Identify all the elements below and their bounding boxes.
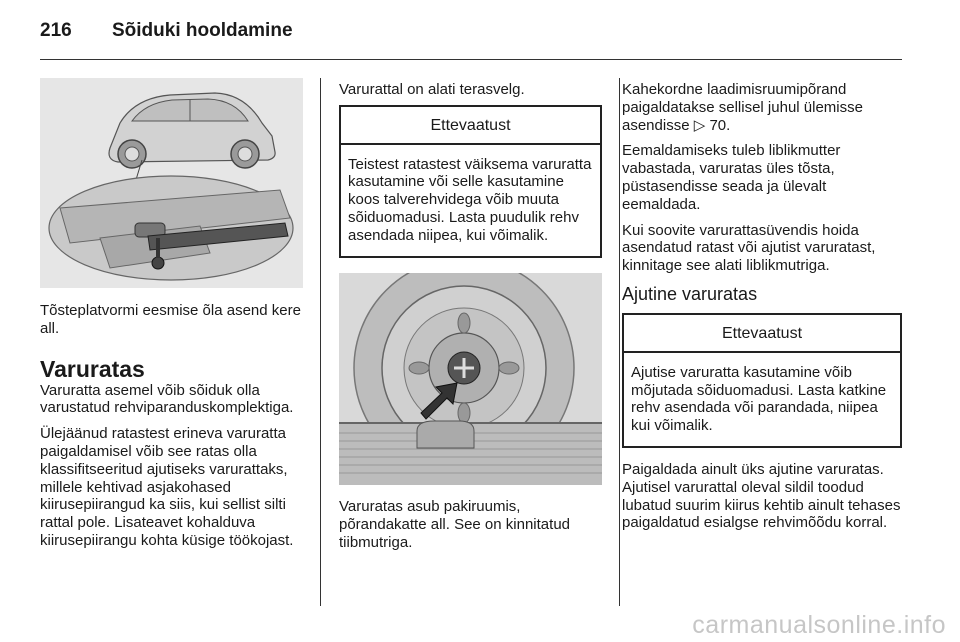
- column-1: [40, 302, 306, 558]
- warning-title-2: Ettevaatust: [624, 315, 900, 353]
- spare-wheel-illustration: [339, 273, 602, 485]
- column-3: [622, 81, 902, 540]
- col1-paragraph-1: Varuratta asemel võib sõiduk olla varustatud rehviparanduskomplektiga.: [40, 381, 294, 417]
- col3-paragraph-1: [622, 81, 902, 134]
- car-lift-illustration: [40, 78, 303, 288]
- col2-intro: Varurattal on alati terasvelg.: [339, 81, 525, 98]
- col3-paragraph-2: Eemaldamiseks tuleb liblikmutter vabastada, varuratas üles tõsta, püstasendisse seada ja ülevalt eemaldada.: [622, 142, 841, 213]
- section-heading-ajutine-varuratas: Ajutine varuratas: [622, 283, 758, 304]
- warning-text-2: Ajutise varuratta kasutamine võib mõjutada sõiduomadusi. Lasta katkine rehv asendada või parandada, niipea kui võimalik.: [631, 363, 887, 435]
- column-2: [339, 81, 602, 258]
- page-reference-icon: ▷: [693, 116, 706, 134]
- page-number: 216: [40, 20, 72, 41]
- warning-box-2: [622, 313, 902, 448]
- page-header: [40, 20, 293, 42]
- watermark: carmanualsonline.info: [692, 611, 946, 639]
- page-title: Sõiduki hooldamine: [112, 20, 293, 41]
- spare-wheel-caption: Varuratas asub pakiruumis, põrandakatte all. See on kinnitatud tiibmutriga.: [339, 498, 570, 551]
- header-rule: [40, 59, 902, 60]
- section-heading-varuratas: Varuratas: [40, 355, 145, 382]
- column-2-lower: [339, 498, 602, 559]
- col3-paragraph-4: Paigaldada ainult üks ajutine varuratas. Ajutisel varurattal oleval sildil toodud lubatud suurim kiirus kehtib ainult tehases paigaldatud esialgse rehvimõõdu korral.: [622, 460, 901, 532]
- page-reference-link[interactable]: 70.: [709, 116, 731, 134]
- warning-title-1: Ettevaatust: [341, 107, 600, 145]
- column-divider-1: [320, 78, 321, 606]
- warning-box-1: [339, 105, 602, 258]
- lift-caption: Tõsteplatvormi eesmise õla asend kere all.: [40, 302, 301, 337]
- col3-paragraph-1-text: Kahekordne laadimisruumipõrand paigaldatakse sellisel juhul ülemisse asendisse: [622, 81, 863, 134]
- col3-paragraph-3: Kui soovite varurattasüvendis hoida asendatud ratast või ajutist varuratast, kinnitage see alati liblikmutriga.: [622, 221, 876, 275]
- column-divider-2: [619, 78, 620, 606]
- warning-text-1: Teistest ratastest väiksema varuratta kasutamine või selle kasutamine koos talverehvidega võib muuta sõiduomadusi. Lasta puudulik rehv asendada niipea, kui võimalik.: [348, 155, 592, 244]
- col1-paragraph-2: Ülejäänud ratastest erineva varuratta paigaldamisel võib see ratas olla klassifitseeritud ajutiseks varurattaks, millele kehtivad asjakohased kiirusepiirangud ka siis, kui sellist silti rattal pole. Lisateavet kohalduva kiirusepiirangu kohta küsige töökojast.: [40, 425, 294, 549]
